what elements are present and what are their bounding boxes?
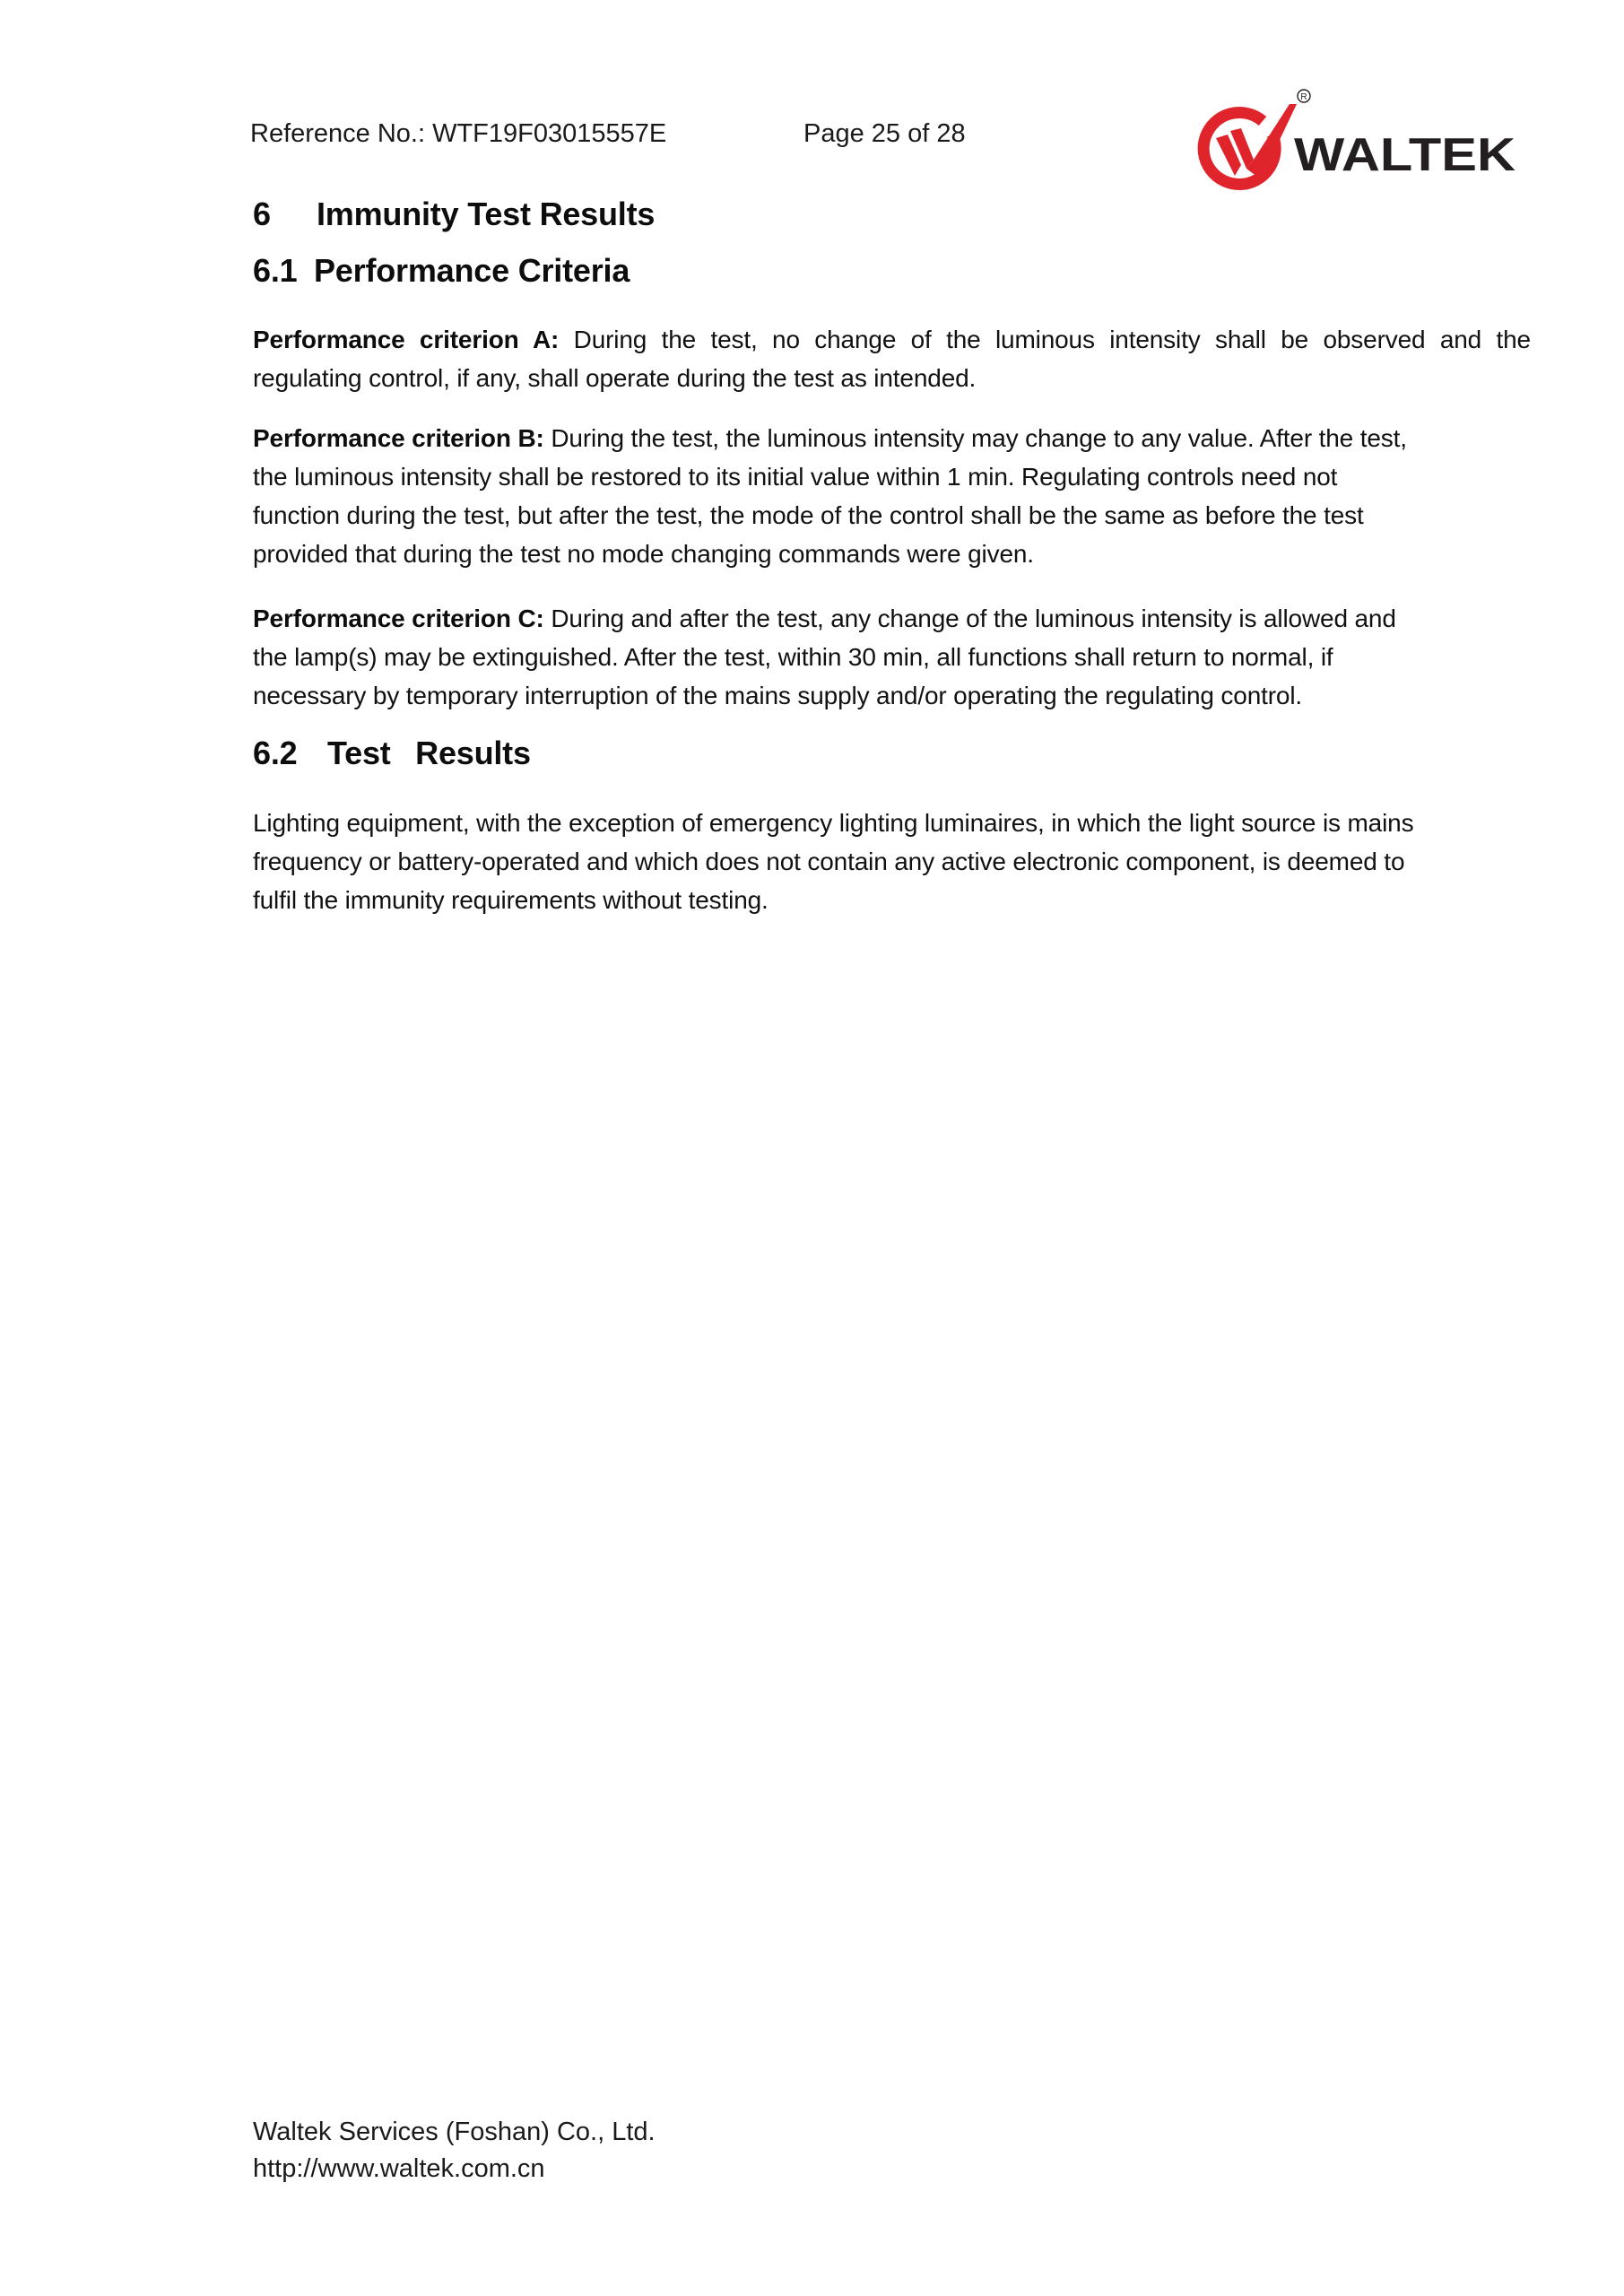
criterion-b-line-3: function during the test, but after the test, the mode of the control shall be the same as before the test — [253, 501, 1364, 529]
footer-url[interactable]: http://www.waltek.com.cn — [253, 2154, 545, 2183]
waltek-logo — [1185, 83, 1544, 208]
criterion-c-line-3: necessary by temporary interruption of the mains supply and/or operating the regulating control. — [253, 682, 1303, 709]
test-results-line-3: fulfil the immunity requirements without testing. — [253, 886, 769, 914]
criterion-a-text: During the test, no change of the luminous intensity shall be observed and the — [559, 326, 1531, 353]
criterion-b-line-2: the luminous intensity shall be restored to its initial value within 1 min. Regulating controls need not — [253, 463, 1338, 491]
section-title: Performance Criteria — [314, 252, 630, 289]
section-6-2-heading — [253, 735, 970, 772]
section-6-heading — [253, 196, 970, 233]
section-title: Test Results — [327, 735, 531, 771]
criterion-b-line-1 — [253, 423, 1531, 454]
section-number: 6 — [253, 196, 271, 232]
criterion-c-line-2: the lamp(s) may be extinguished. After the test, within 30 min, all functions shall return to normal, if — [253, 643, 1333, 671]
reference-number: Reference No.: WTF19F03015557E — [250, 119, 667, 148]
test-results-line-1: Lighting equipment, with the exception of emergency lighting luminaires, in which the light source is mains — [253, 809, 1414, 837]
criterion-a-line-2: regulating control, if any, shall operate during the test as intended. — [253, 364, 977, 392]
criterion-a-line-1 — [253, 325, 1531, 355]
logo-wordmark: WALTEK — [1294, 129, 1516, 181]
criterion-c-text: During and after the test, any change of the luminous intensity is allowed and — [543, 604, 1396, 632]
footer-company: Waltek Services (Foshan) Co., Ltd. — [253, 2118, 656, 2146]
section-number: 6.2 — [253, 735, 298, 771]
test-results-line-2: frequency or battery-operated and which does not contain any active electronic component, is deemed to — [253, 848, 1405, 875]
criterion-b-label: Performance criterion B: — [253, 424, 544, 452]
section-number: 6.1 — [253, 252, 298, 289]
criterion-c-label: Performance criterion C: — [253, 604, 544, 632]
criterion-a-label: Performance criterion A: — [253, 326, 560, 353]
criterion-c-line-1 — [253, 604, 1531, 634]
criterion-b-line-4: provided that during the test no mode changing commands were given. — [253, 540, 1034, 568]
criterion-b-text: During the test, the luminous intensity may change to any value. After the test, — [543, 424, 1407, 452]
waltek-logo-mark — [1185, 83, 1544, 208]
page-number: Page 25 of 28 — [803, 119, 966, 148]
registered-mark: R — [1300, 92, 1307, 102]
section-title: Immunity Test Results — [317, 196, 656, 232]
section-6-1-heading — [253, 252, 970, 290]
